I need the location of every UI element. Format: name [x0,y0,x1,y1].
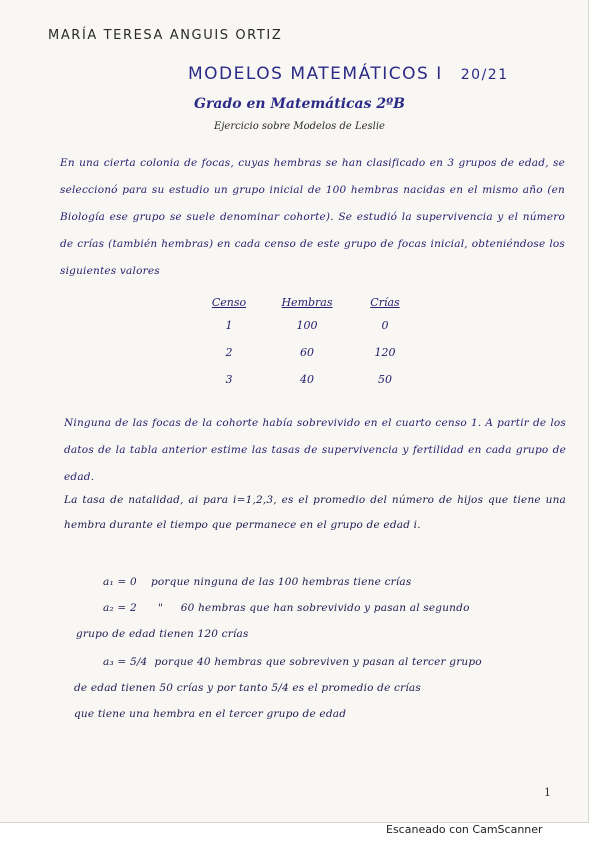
table-cell: 50 [378,373,392,386]
a3-text-line2: de edad tienen 50 crías y por tanto 5/4 es el promedio de crías [74,682,421,694]
census-table [190,292,424,393]
table-cell: 3 [225,373,233,386]
degree-subtitle: Grado en Matemáticas 2ºB [194,96,405,112]
a3-label: a₃ = 5/4 [103,656,148,668]
table-cell: 2 [225,346,233,359]
course-title [188,64,509,84]
a1-label: a₁ = 0 [103,576,137,588]
exercise-heading: Ejercicio sobre Modelos de Leslie [214,121,385,132]
a2-label: a₂ = 2 [103,602,137,614]
problem-statement: En una cierta colonia de focas, cuyas hembras se han clasificado en 3 grupos de edad, se seleccionó para su estudio un grupo inicial de 100 hembras nacidas en el mismo año (en Biología ese grupo se suele denominar cohorte). Se estudió la supervivencia y el número de crías (también hembras) en cada censo de este grupo de focas inicial, obteniéndose los siguientes valores [60,157,565,277]
ditto-mark: " [158,602,164,614]
a3-text-line3: que tiene una hembra en el tercer grupo de edad [74,708,347,720]
academic-year: 20/21 [460,67,509,83]
cohort-note: Ninguna de las focas de la cohorte había sobrevivido en el cuarto censo [64,417,467,429]
a3-text-line1: porque 40 hembras que sobreviven y pasan al tercer grupo [154,656,482,668]
scanner-watermark: Escaneado con CamScanner [386,823,543,836]
question-text: 1. A partir de los datos de la tabla anterior estime las tasas de supervivencia y fertilidad en cada grupo de edad. [64,417,566,483]
author-name: MARÍA TERESA ANGUIS ORTIZ [48,28,283,43]
a3-line [103,652,482,672]
table-cell: 120 [374,346,396,359]
page-number: 1 [544,786,551,799]
a2-line [103,598,470,618]
a2-text-line2: grupo de edad tienen 120 crías [76,628,249,640]
course-title-text: MODELOS MATEMÁTICOS I [188,64,443,84]
column-header: Censo [211,295,247,309]
a1-line [103,572,411,592]
column-header: Crías [370,295,400,309]
table-cell: 60 [300,346,314,359]
table-cell: 100 [296,319,318,332]
table-cell: 0 [381,319,389,332]
answer-intro: La tasa de natalidad, ai para i=1,2,3, es el promedio del número de hijos que tiene una hembra durante el tiempo que permanece en el grupo de edad i. [64,494,566,531]
table-cell: 40 [300,373,314,386]
table-header-row [190,292,424,312]
table-row [190,366,424,393]
table-cell: 1 [225,319,233,332]
note-and-question [64,410,566,491]
a1-text: porque ninguna de las 100 hembras tiene crías [150,576,412,588]
a2-text-line1: 60 hembras que han sobrevivido y pasan al segundo [180,602,470,614]
table-row [190,312,424,339]
column-header: Hembras [281,295,333,309]
table-row [190,339,424,366]
